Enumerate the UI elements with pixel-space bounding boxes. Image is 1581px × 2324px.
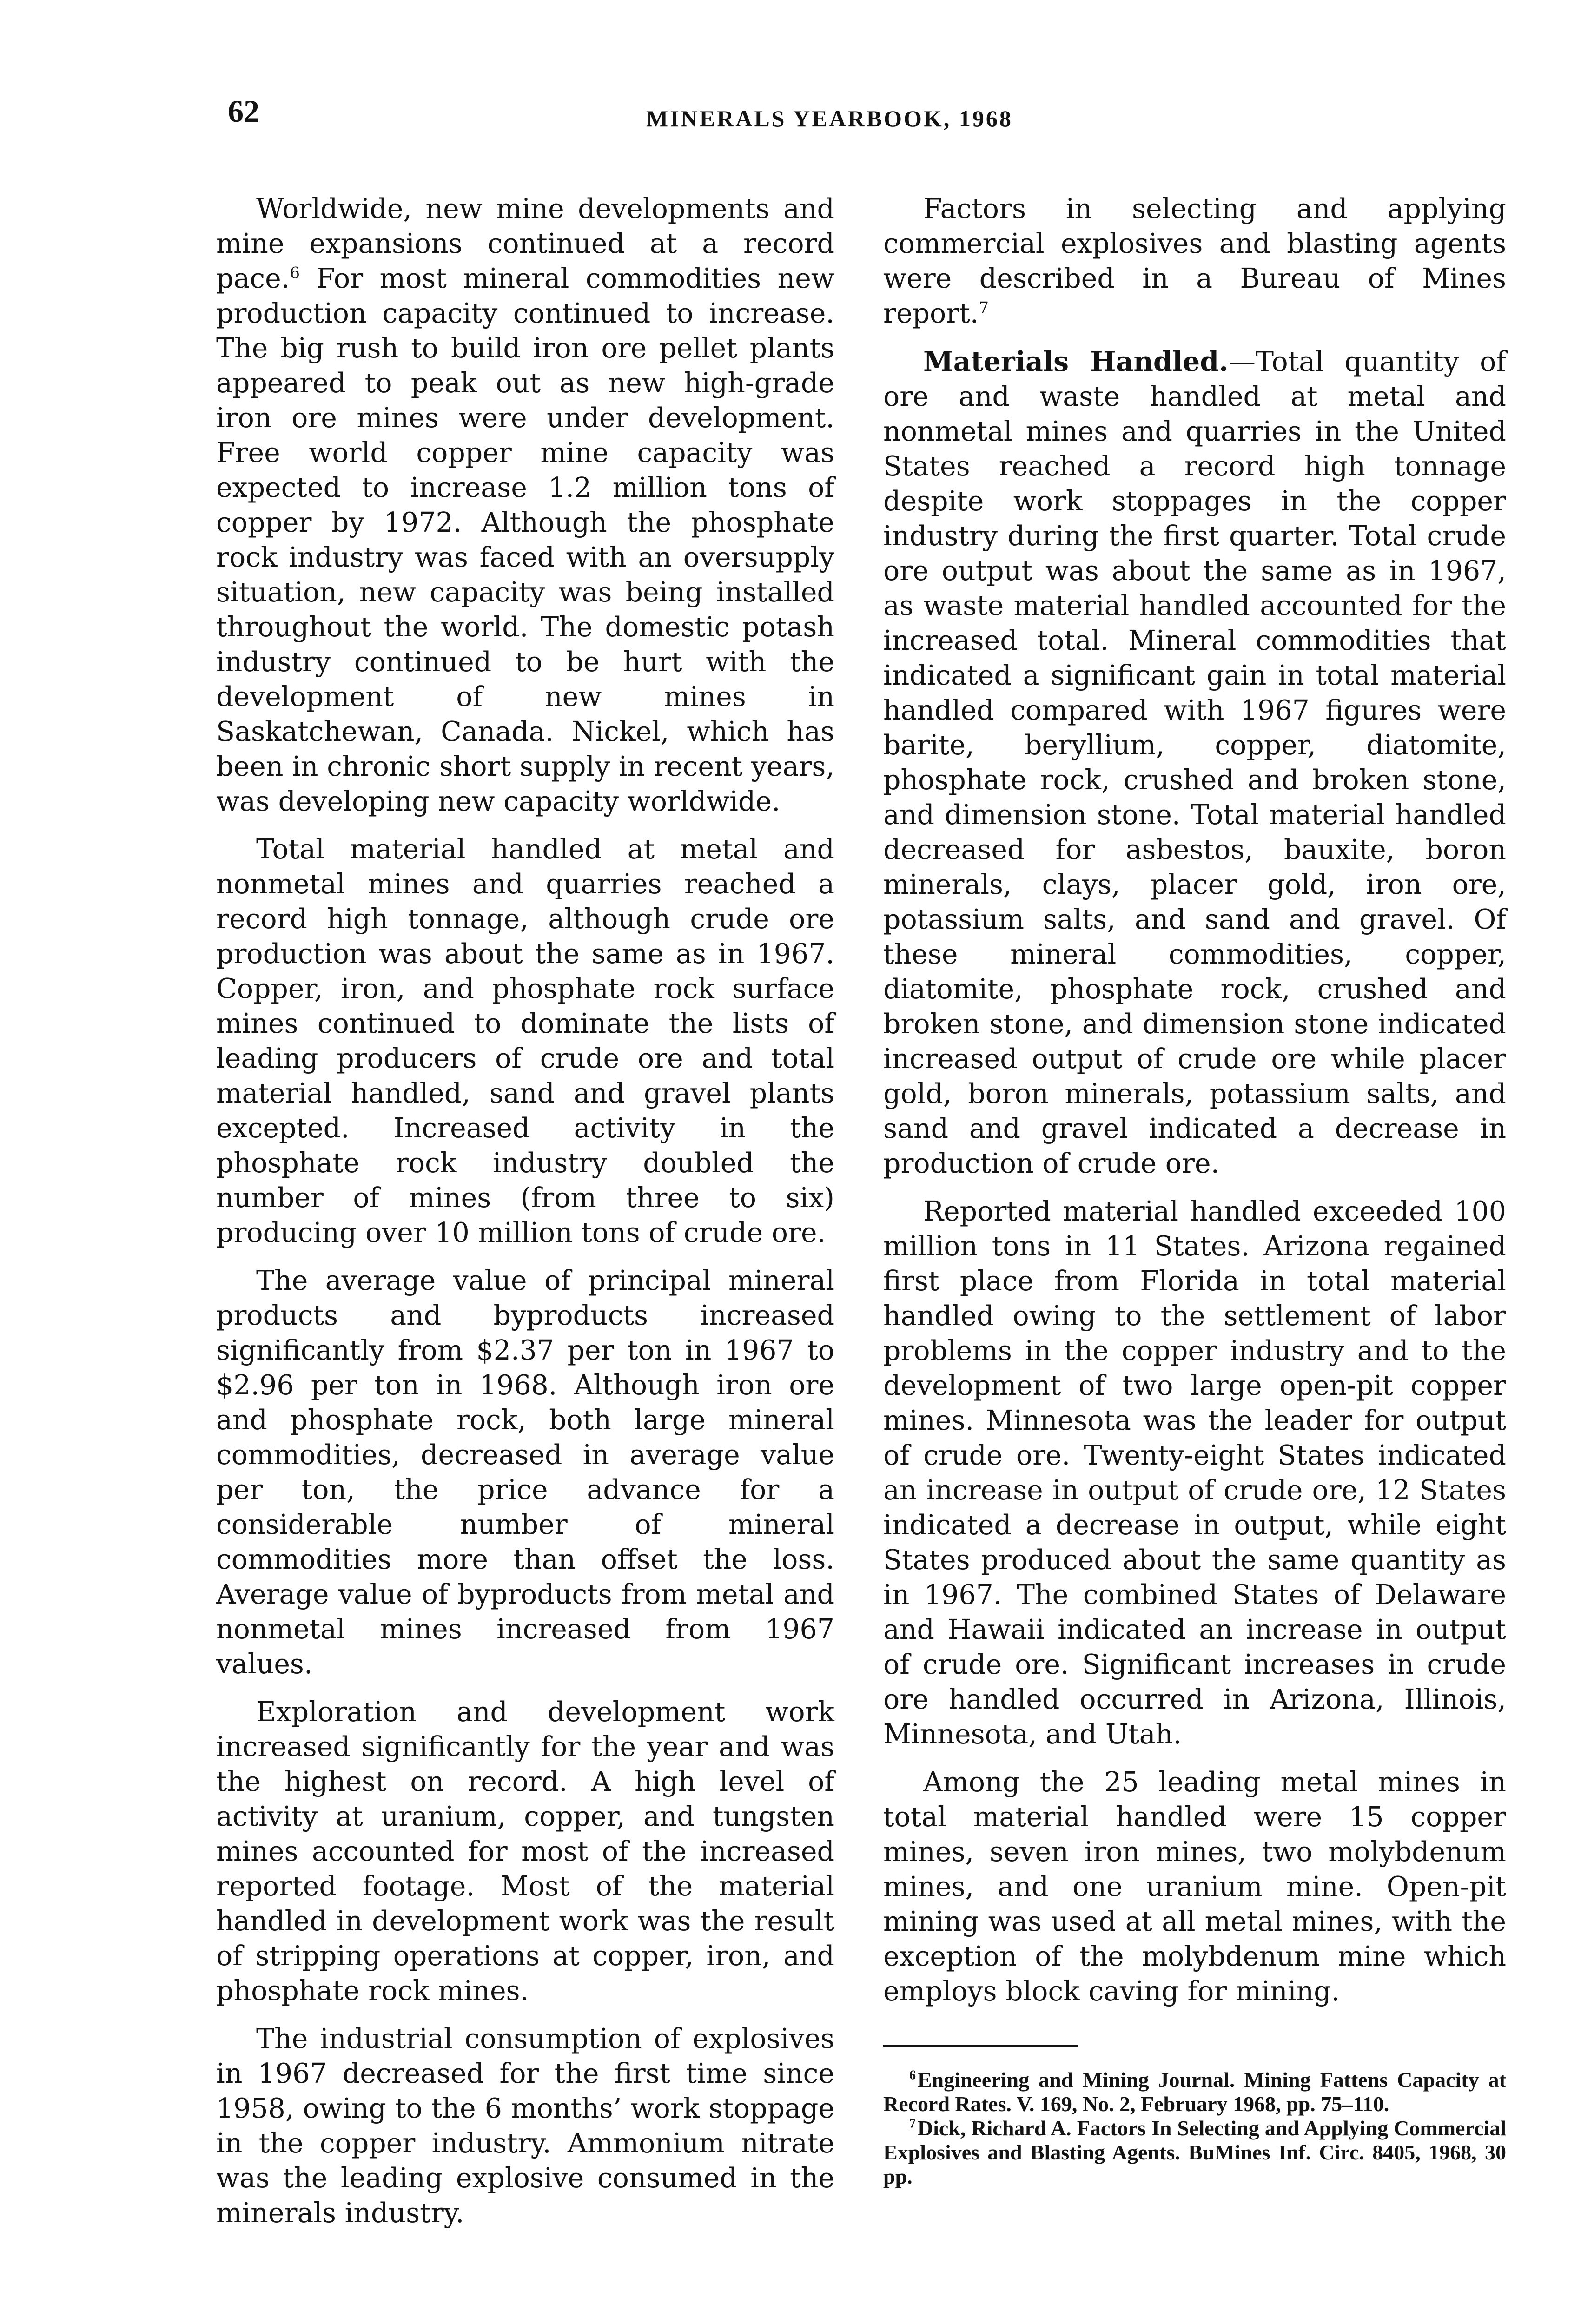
footnote-number: 7 bbox=[909, 2116, 916, 2131]
page-number: 62 bbox=[228, 93, 259, 129]
right-column bbox=[883, 191, 1506, 2189]
paragraph-average-value: The average value of principal mineral products and byproducts increased significantly from $2.37 per ton in 1967 to $2.96 per ton in 1968. Although iron ore and phosphate rock, both large mineral commodities, decreased in average value per ton, the price advance for a considerable number of mineral commodities more than offset the loss. Average value of byproducts from metal and nonmetal mines increased from 1967 values. bbox=[216, 1265, 834, 1680]
paragraph-leading-mines: Among the 25 leading metal mines in total material handled were 15 copper mines, seven iron mines, two molybdenum mines, and one uranium mine. Open-pit mining was used at all metal mines, with the exception of the molybdenum mine which employs block caving for mining. bbox=[883, 1766, 1506, 2007]
footnote-divider bbox=[883, 2045, 1078, 2047]
paragraph-text: —Total quantity of ore and waste handled at metal and nonmetal mines and quarries in the United States reached a record high tonnage despite work stoppages in the copper industry during the first quarter. Total crude ore output was about the same as in 1967, as waste material handled accounted for the increased total. Mineral commodities that indicated a significant gain in total material handled compared with 1967 figures were barite, beryllium, copper, diatomite, phosphate rock, crushed and broken stone, and dimension stone. Total material handled decreased for asbestos, bauxite, boron minerals, clays, placer gold, iron ore, potassium salts, and sand and gravel. Of these mineral commodities, copper, diatomite, phosphate rock, crushed and broken stone, and dimension stone indicated increased output of crude ore while placer gold, boron minerals, potassium salts, and sand and gravel indicated a decrease in production of crude ore. bbox=[883, 346, 1506, 1179]
paragraph-explosives: The industrial consumption of explosives in 1967 decreased for the first time since 1958, owing to the 6 months’ work stoppage in the copper industry. Ammonium nitrate was the leading explosive consumed in the minerals industry. bbox=[216, 2023, 834, 2229]
paragraph-blasting-factors bbox=[883, 191, 1506, 331]
paragraph-text: Factors in selecting and applying commercial explosives and blasting agents were described in a Bureau of Mines report. bbox=[883, 193, 1506, 329]
paragraph-total-material: Total material handled at metal and nonmetal mines and quarries reached a record high tonnage, although crude ore production was about the same as in 1967. Copper, iron, and phosphate rock surface mines continued to dominate the lists of leading producers of crude ore and total material handled, sand and gravel plants excepted. Increased activity in the phosphate rock industry doubled the number of mines (from three to six) producing over 10 million tons of crude ore. bbox=[216, 833, 834, 1248]
paragraph-text: For most mineral commodities new production capacity continued to increase. The big rush to build iron ore pellet plants appeared to peak out as new high-grade iron ore mines were under development. Free world copper mine capacity was expected to increase 1.2 million tons of copper by 1972. Although the phosphate rock industry was faced with an oversupply situation, new capacity was being installed throughout the world. The domestic potash industry continued to be hurt with the development of new mines in Saskatchewan, Canada. Nickel, which has been in chronic short supply in recent years, was developing new capacity worldwide. bbox=[216, 263, 834, 817]
paragraph-mine-developments bbox=[216, 191, 834, 819]
section-heading: Materials Handled. bbox=[923, 345, 1229, 377]
footnote-reference: 6 bbox=[290, 264, 300, 283]
paragraph-materials-handled bbox=[883, 344, 1506, 1181]
footnote-text: Dick, Richard A. Factors In Selecting and Applying Commercial Explosives and Blasting Agents. BuMines Inf. Circ. 8405, 1968, 30 pp. bbox=[883, 2116, 1506, 2188]
footnote bbox=[883, 2116, 1506, 2189]
paragraph-text: Worldwide, new mine developments and mine expansions continued at a record pace. bbox=[216, 193, 834, 294]
left-column bbox=[216, 191, 834, 2244]
footnote bbox=[883, 2068, 1506, 2116]
footnote-text: Engineering and Mining Journal. Mining Fattens Capacity at Record Rates. V. 169, No. 2, February 1968, pp. 75–110. bbox=[883, 2068, 1506, 2116]
paragraph-states: Reported material handled exceeded 100 million tons in 11 States. Arizona regained first place from Florida in total material handled owing to the settlement of labor problems in the copper industry and to the development of two large open-pit copper mines. Minnesota was the leader for output of crude ore. Twenty-eight States indicated an increase in output of crude ore, 12 States indicated a decrease in output, while eight States produced about the same quantity as in 1967. The combined States of Delaware and Hawaii indicated an increase in output of crude ore. Significant increases in crude ore handled occurred in Arizona, Illinois, Minnesota, and Utah. bbox=[883, 1195, 1506, 1750]
footnote-number: 6 bbox=[909, 2068, 916, 2083]
footnote-reference: 7 bbox=[979, 298, 989, 317]
paragraph-exploration: Exploration and development work increased significantly for the year and was the highest on record. A high level of activity at uranium, copper, and tungsten mines accounted for most of the increased reported footage. Most of the material handled in development work was the result of stripping operations at copper, iron, and phosphate rock mines. bbox=[216, 1696, 834, 2007]
running-head: MINERALS YEARBOOK, 1968 bbox=[646, 106, 1013, 132]
